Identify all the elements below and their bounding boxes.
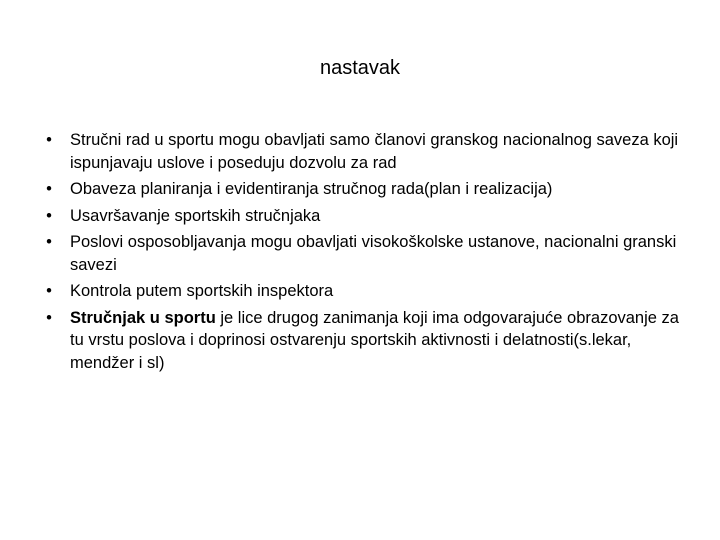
bullet-icon: • (46, 233, 52, 251)
bullet-item (42, 178, 682, 201)
bullet-bold-term: Stručnjak u sportu (70, 308, 216, 327)
bullet-text: Poslovi osposobljavanja mogu obavljati visokoškolske ustanove, nacionalni granski savezi (70, 233, 677, 274)
bullet-icon: • (46, 206, 52, 225)
bullet-item (42, 307, 682, 375)
slide-title: nastavak (319, 57, 401, 79)
bullet-item (42, 231, 682, 276)
bullet-icon: • (46, 131, 52, 149)
bullet-item (42, 129, 682, 174)
bullet-text: Kontrola putem sportskih inspektora (70, 282, 334, 300)
bullet-list (42, 129, 682, 378)
bullet-text: Usavršavanje sportskih stručnjaka (70, 206, 321, 225)
bullet-item (42, 205, 682, 228)
bullet-text: je lice drugog zanimanja koji ima odgovarajuće obrazovanje za tu vrstu poslova i doprinosi ostvarenju sportskih aktivnosti i delatnosti(s.lekar, mendžer i sl) (70, 308, 679, 372)
bullet-item (42, 280, 682, 303)
bullet-icon: • (46, 308, 52, 327)
bullet-text: Obaveza planiranja i evidentiranja stručnog rada(plan i realizacija) (70, 180, 553, 198)
bullet-text: Stručni rad u sportu mogu obavljati samo članovi granskog nacionalnog saveza koji ispunjavaju uslove i poseduju dozvolu za rad (70, 131, 679, 172)
bullet-icon: • (46, 282, 52, 300)
bullet-icon: • (46, 180, 52, 198)
